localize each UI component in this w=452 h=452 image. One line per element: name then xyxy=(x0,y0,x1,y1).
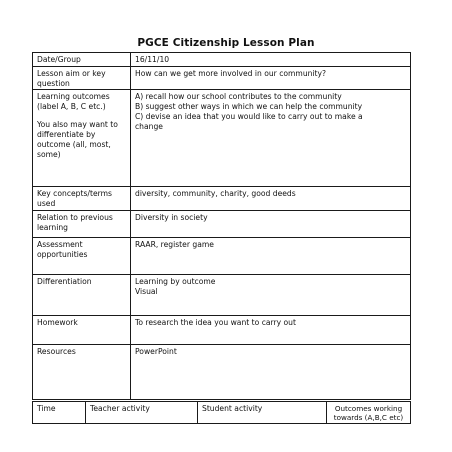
row-value-lesson-aim: How can we get more involved in our community? xyxy=(131,67,411,90)
table-header-row xyxy=(33,402,411,424)
table-row xyxy=(33,238,411,275)
lesson-plan-table xyxy=(32,52,411,400)
header-outcomes: Outcomes working towards (A,B,C etc) xyxy=(327,402,411,424)
activity-table xyxy=(32,401,411,424)
learning-outcomes-note: You also may want to differentiate by outcome (all, most, some) xyxy=(37,120,118,159)
row-label-homework: Homework xyxy=(33,316,131,345)
row-value-differentiation: Learning by outcome Visual xyxy=(131,275,411,316)
row-value-date-group: 16/11/10 xyxy=(131,53,411,67)
page-title: PGCE Citizenship Lesson Plan xyxy=(137,37,315,49)
row-value-previous-learning: Diversity in society xyxy=(131,211,411,238)
row-value-resources: PowerPoint xyxy=(131,345,411,400)
table-row xyxy=(33,90,411,187)
row-label-differentiation: Differentiation xyxy=(33,275,131,316)
row-value-assessment: RAAR, register game xyxy=(131,238,411,275)
table-row xyxy=(33,67,411,90)
row-value-homework: To research the idea you want to carry out xyxy=(131,316,411,345)
table-row xyxy=(33,316,411,345)
table-row xyxy=(33,345,411,400)
row-label-lesson-aim: Lesson aim or key question xyxy=(33,67,131,90)
row-label-previous-learning: Relation to previous learning xyxy=(33,211,131,238)
header-student-activity: Student activity xyxy=(198,402,327,424)
row-label-learning-outcomes: Learning outcomes (label A, B, C etc.) xyxy=(37,92,110,111)
table-row xyxy=(33,187,411,211)
header-teacher-activity: Teacher activity xyxy=(86,402,198,424)
table-row xyxy=(33,275,411,316)
table-row xyxy=(33,211,411,238)
row-label-assessment: Assessment opportunities xyxy=(33,238,131,275)
row-value-key-concepts: diversity, community, charity, good deeds xyxy=(131,187,411,211)
row-value-learning-outcomes: A) recall how our school contributes to the community B) suggest other ways in which we can help the community C) devise an idea that you would like to carry out to make a change xyxy=(131,90,411,187)
table-row xyxy=(33,53,411,67)
row-label-resources: Resources xyxy=(33,345,131,400)
header-time: Time xyxy=(33,402,86,424)
row-label-date-group: Date/Group xyxy=(33,53,131,67)
row-label-key-concepts: Key concepts/terms used xyxy=(33,187,131,211)
